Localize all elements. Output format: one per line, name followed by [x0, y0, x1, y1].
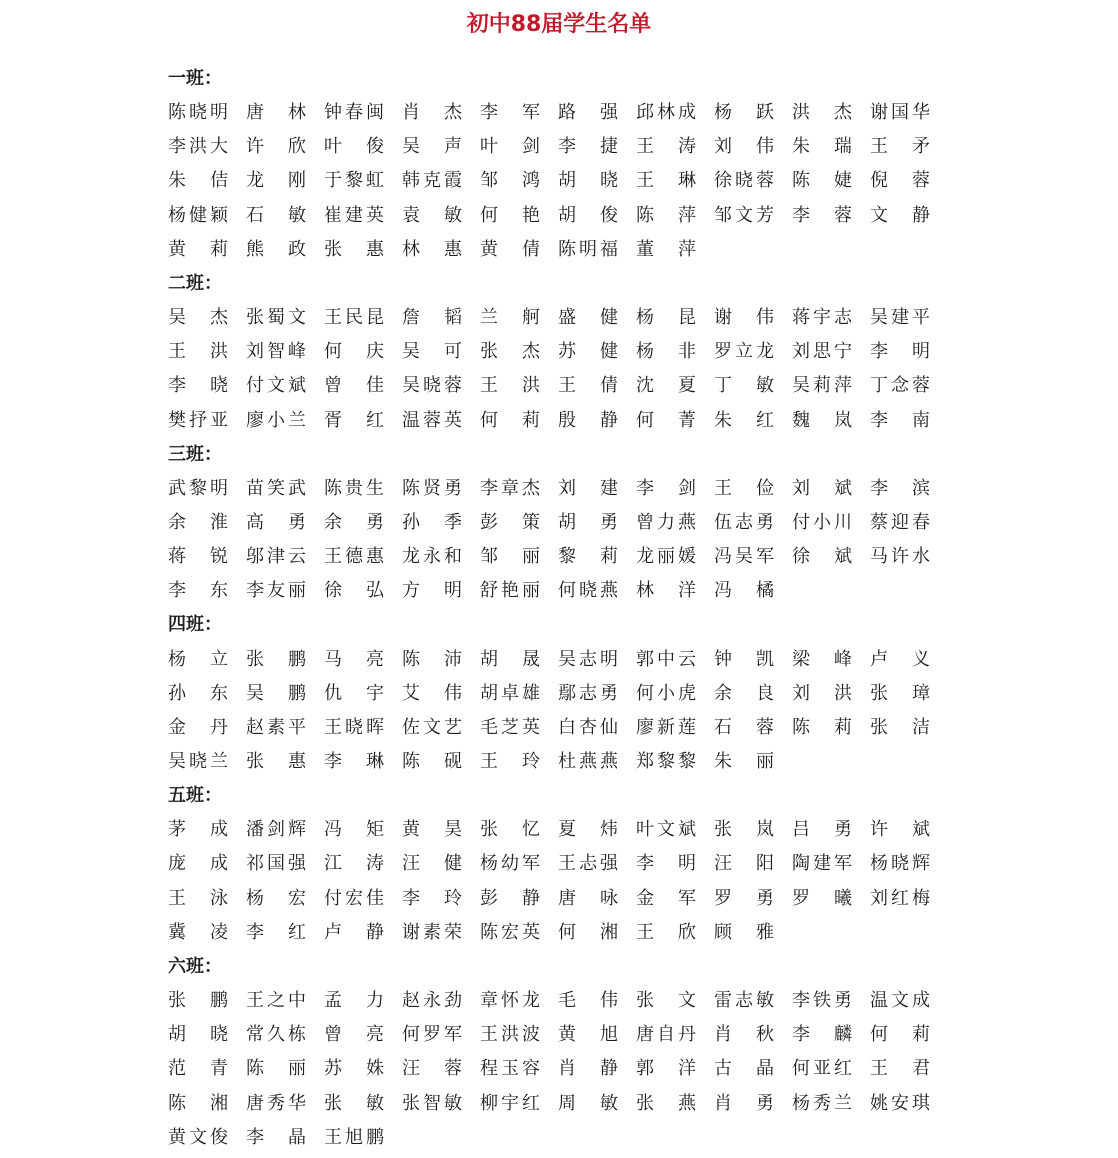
student-name: 许 斌 [870, 819, 930, 841]
student-name: 许 欣 [246, 136, 306, 158]
student-name: 吴 莉 萍 [792, 375, 852, 397]
class-heading: 三班： [168, 443, 222, 465]
student-name: 吴 声 [402, 136, 462, 158]
student-name: 孙 东 [168, 682, 228, 704]
student-name: 杨 宏 [246, 887, 306, 909]
student-name: 罗 立 龙 [714, 341, 774, 363]
student-name: 杜 燕 燕 [558, 751, 618, 773]
student-name: 杨 秀 兰 [792, 1092, 852, 1114]
student-name: 杨 非 [636, 341, 696, 363]
student-name: 赵 素 平 [246, 716, 306, 738]
class-heading: 一班： [168, 68, 222, 89]
student-name: 肖 秋 [714, 1024, 774, 1046]
student-name: 廖 小 兰 [246, 409, 306, 431]
student-name: 顾 雅 [714, 921, 774, 943]
name-row [168, 233, 948, 267]
student-name: 袁 敏 [402, 204, 462, 226]
student-name: 王 洪 [168, 341, 228, 363]
student-name: 盛 健 [558, 307, 618, 329]
student-name: 何 小 虎 [636, 682, 696, 704]
name-row [168, 711, 948, 745]
student-name: 苏 健 [558, 341, 618, 363]
student-name: 李 南 [870, 409, 930, 431]
student-name: 刘 斌 [792, 477, 852, 499]
class-section [168, 62, 948, 267]
student-name: 肖 静 [558, 1058, 618, 1080]
student-name: 丁 念 蓉 [870, 375, 930, 397]
student-name: 李 军 [480, 102, 540, 124]
student-name: 陈 明 福 [558, 238, 618, 260]
student-name: 鄢 志 勇 [558, 682, 618, 704]
class-section [168, 608, 948, 779]
student-name: 邹 丽 [480, 546, 540, 568]
student-name: 樊 抒 亚 [168, 409, 228, 431]
name-row [168, 130, 948, 164]
student-name: 唐 咏 [558, 887, 618, 909]
student-name: 马 亮 [324, 648, 384, 670]
student-name: 蒋 宇 志 [792, 307, 852, 329]
student-name: 李 晓 [168, 375, 228, 397]
student-name: 王 倩 [558, 375, 618, 397]
student-name: 陈 萍 [636, 204, 696, 226]
student-name: 叶 俊 [324, 136, 384, 158]
student-name: 李 晶 [246, 1126, 306, 1148]
student-name: 柳 宇 红 [480, 1092, 540, 1114]
name-row [168, 847, 948, 881]
student-name: 张 鹏 [168, 990, 228, 1012]
student-name: 洪 杰 [792, 102, 852, 124]
student-name: 何 罗 军 [402, 1024, 462, 1046]
class-heading: 六班： [168, 955, 222, 977]
student-name: 倪 蓉 [870, 170, 930, 192]
student-name: 吕 勇 [792, 819, 852, 841]
student-name: 谢 素 荣 [402, 921, 462, 943]
student-name: 谢 国 华 [870, 102, 930, 124]
student-name: 陈 晓 明 [168, 102, 228, 124]
student-name: 杨 晓 辉 [870, 853, 930, 875]
student-name: 肖 杰 [402, 102, 462, 124]
student-name: 余 淮 [168, 511, 228, 533]
student-name: 董 萍 [636, 238, 696, 260]
student-name: 王 洪 波 [480, 1024, 540, 1046]
student-name: 李 蓉 [792, 204, 852, 226]
student-name: 张 璋 [870, 682, 930, 704]
student-name: 仇 宇 [324, 682, 384, 704]
student-name: 张 惠 [324, 238, 384, 260]
student-name: 张 杰 [480, 341, 540, 363]
student-name: 舒 艳 丽 [480, 580, 540, 602]
student-name: 祁 国 强 [246, 853, 306, 875]
student-name: 高 勇 [246, 511, 306, 533]
student-name: 汪 阳 [714, 853, 774, 875]
student-name: 孙 季 [402, 511, 462, 533]
class-heading: 五班： [168, 785, 222, 807]
student-name: 胡 晓 [558, 170, 618, 192]
student-name: 胡 晓 [168, 1024, 228, 1046]
student-name: 朱 红 [714, 409, 774, 431]
student-name: 金 军 [636, 887, 696, 909]
student-name: 庞 成 [168, 853, 228, 875]
student-name: 方 明 [402, 580, 462, 602]
student-name: 刘 洪 [792, 682, 852, 704]
student-name: 金 丹 [168, 716, 228, 738]
student-name: 杨 昆 [636, 307, 696, 329]
student-name: 蒋 锐 [168, 546, 228, 568]
student-name: 李 红 [246, 921, 306, 943]
student-name: 潘 剑 辉 [246, 819, 306, 841]
student-name: 刘 伟 [714, 136, 774, 158]
student-name: 李 友 丽 [246, 580, 306, 602]
student-name: 张 文 [636, 990, 696, 1012]
student-name: 陶 建 军 [792, 853, 852, 875]
student-name: 黄 旭 [558, 1024, 618, 1046]
student-name: 陈 贵 生 [324, 477, 384, 499]
student-name: 陈 湘 [168, 1092, 228, 1114]
student-name: 郭 洋 [636, 1058, 696, 1080]
student-name: 龙 丽 媛 [636, 546, 696, 568]
student-name: 钟 春 闽 [324, 102, 384, 124]
student-name: 朱 佶 [168, 170, 228, 192]
student-name: 陈 沛 [402, 648, 462, 670]
student-name: 胥 红 [324, 409, 384, 431]
student-name: 吴 晓 兰 [168, 751, 228, 773]
student-name: 叶 剑 [480, 136, 540, 158]
student-name: 江 涛 [324, 853, 384, 875]
class-section [168, 267, 948, 438]
student-name: 王 俭 [714, 477, 774, 499]
student-name: 卢 义 [870, 648, 930, 670]
student-name: 冯 矩 [324, 819, 384, 841]
student-name: 吴 可 [402, 341, 462, 363]
student-name: 温 蓉 英 [402, 409, 462, 431]
student-name: 吴 晓 蓉 [402, 375, 462, 397]
student-name: 詹 韬 [402, 307, 462, 329]
student-name: 林 惠 [402, 238, 462, 260]
student-name: 王 玲 [480, 751, 540, 773]
student-name: 付 文 斌 [246, 375, 306, 397]
student-name: 李 剑 [636, 477, 696, 499]
name-row [168, 506, 948, 540]
student-name: 于 黎 虹 [324, 170, 384, 192]
student-name: 孟 力 [324, 990, 384, 1012]
student-name: 李 洪 大 [168, 136, 228, 158]
student-name: 李 捷 [558, 136, 618, 158]
student-name: 李 玲 [402, 887, 462, 909]
student-name: 唐 秀 华 [246, 1092, 306, 1114]
student-name: 武 黎 明 [168, 477, 228, 499]
name-row [168, 301, 948, 335]
student-name: 谢 伟 [714, 307, 774, 329]
name-row [168, 984, 948, 1018]
student-name: 周 敏 [558, 1092, 618, 1114]
name-row [168, 1121, 948, 1155]
student-name: 毛 芝 英 [480, 716, 540, 738]
class-heading: 四班： [168, 614, 222, 636]
student-name: 杨 健 颖 [168, 204, 228, 226]
student-name: 张 忆 [480, 819, 540, 841]
student-name: 王 忐 强 [558, 853, 618, 875]
student-name: 邬 津 云 [246, 546, 306, 568]
student-name: 卢 静 [324, 921, 384, 943]
student-name: 邹 鸿 [480, 170, 540, 192]
name-row [168, 96, 948, 130]
student-name: 王 洪 [480, 375, 540, 397]
student-name: 王 琳 [636, 170, 696, 192]
student-name: 何 艳 [480, 204, 540, 226]
student-name: 刘 思 宁 [792, 341, 852, 363]
student-name: 龙 刚 [246, 170, 306, 192]
student-name: 石 敏 [246, 204, 306, 226]
student-name: 路 强 [558, 102, 618, 124]
name-row [168, 813, 948, 847]
student-name: 冀 凌 [168, 921, 228, 943]
student-name: 刘 建 [558, 477, 618, 499]
student-name: 王 君 [870, 1058, 930, 1080]
student-name: 郑 黎 黎 [636, 751, 696, 773]
student-name: 毛 伟 [558, 990, 618, 1012]
name-row [168, 199, 948, 233]
student-name: 杨 跃 [714, 102, 774, 124]
name-row [168, 335, 948, 369]
student-name: 王 欣 [636, 921, 696, 943]
student-name: 吴 杰 [168, 307, 228, 329]
name-row [168, 540, 948, 574]
student-name: 黄 莉 [168, 238, 228, 260]
student-name: 苏 姝 [324, 1058, 384, 1080]
student-name: 李 铁 勇 [792, 990, 852, 1012]
student-name: 茅 成 [168, 819, 228, 841]
student-roster [168, 62, 948, 1155]
student-name: 古 晶 [714, 1058, 774, 1080]
student-name: 李 麟 [792, 1024, 852, 1046]
student-name: 张 蜀 文 [246, 307, 306, 329]
student-name: 马 许 水 [870, 546, 930, 568]
student-name: 丁 敏 [714, 375, 774, 397]
student-name: 兰 舸 [480, 307, 540, 329]
name-row [168, 404, 948, 438]
student-name: 曾 力 燕 [636, 511, 696, 533]
student-name: 张 燕 [636, 1092, 696, 1114]
student-name: 曾 佳 [324, 375, 384, 397]
student-name: 廖 新 莲 [636, 716, 696, 738]
student-name: 王 涛 [636, 136, 696, 158]
student-name: 佐 文 艺 [402, 716, 462, 738]
name-row [168, 882, 948, 916]
page-title: 初中88届学生名单 [466, 12, 652, 37]
name-row [168, 745, 948, 779]
student-name: 王 德 惠 [324, 546, 384, 568]
student-name: 陈 砚 [402, 751, 462, 773]
name-row [168, 1018, 948, 1052]
student-name: 章 怀 龙 [480, 990, 540, 1012]
student-name: 郭 中 云 [636, 648, 696, 670]
student-name: 唐 林 [246, 102, 306, 124]
student-name: 徐 斌 [792, 546, 852, 568]
student-name: 何 庆 [324, 341, 384, 363]
student-name: 石 蓉 [714, 716, 774, 738]
student-name: 胡 晟 [480, 648, 540, 670]
student-name: 王 矛 [870, 136, 930, 158]
student-name: 范 青 [168, 1058, 228, 1080]
student-name: 胡 俊 [558, 204, 618, 226]
student-name: 张 洁 [870, 716, 930, 738]
student-name: 钟 凯 [714, 648, 774, 670]
student-name: 彭 静 [480, 887, 540, 909]
student-name: 魏 岚 [792, 409, 852, 431]
class-section [168, 779, 948, 950]
student-name: 何 菁 [636, 409, 696, 431]
name-row [168, 369, 948, 403]
student-name: 吴 建 平 [870, 307, 930, 329]
student-name: 李 明 [636, 853, 696, 875]
student-name: 汪 蓉 [402, 1058, 462, 1080]
student-name: 龙 永 和 [402, 546, 462, 568]
student-name: 陈 丽 [246, 1058, 306, 1080]
student-name: 雷 志 敏 [714, 990, 774, 1012]
student-name: 朱 瑞 [792, 136, 852, 158]
student-name: 黄 昊 [402, 819, 462, 841]
student-name: 赵 永 劲 [402, 990, 462, 1012]
student-name: 何 莉 [870, 1024, 930, 1046]
name-row [168, 1087, 948, 1121]
student-name: 张 敏 [324, 1092, 384, 1114]
student-name: 李 明 [870, 341, 930, 363]
name-row [168, 164, 948, 198]
student-name: 何 莉 [480, 409, 540, 431]
student-name: 黎 莉 [558, 546, 618, 568]
student-name: 韩 克 霞 [402, 170, 462, 192]
student-name: 何 晓 燕 [558, 580, 618, 602]
student-name: 冯 橘 [714, 580, 774, 602]
student-name: 夏 炜 [558, 819, 618, 841]
student-name: 冯 吴 军 [714, 546, 774, 568]
student-name: 王 晓 晖 [324, 716, 384, 738]
student-name: 邹 文 芳 [714, 204, 774, 226]
student-name: 吴 鹏 [246, 682, 306, 704]
student-name: 苗 笑 武 [246, 477, 306, 499]
student-name: 张 鹏 [246, 648, 306, 670]
student-name: 王 民 昆 [324, 307, 384, 329]
student-name: 陈 莉 [792, 716, 852, 738]
student-name: 李 东 [168, 580, 228, 602]
student-name: 王 泳 [168, 887, 228, 909]
class-section [168, 438, 948, 609]
student-name: 汪 健 [402, 853, 462, 875]
student-name: 李 滨 [870, 477, 930, 499]
student-name: 白 杏 仙 [558, 716, 618, 738]
student-name: 胡 卓 雄 [480, 682, 540, 704]
student-name: 杨 立 [168, 648, 228, 670]
student-name: 杨 幼 军 [480, 853, 540, 875]
name-row [168, 1052, 948, 1086]
class-section [168, 950, 948, 1155]
student-name: 唐 自 丹 [636, 1024, 696, 1046]
student-name: 何 亚 红 [792, 1058, 852, 1080]
student-name: 陈 贤 勇 [402, 477, 462, 499]
student-name: 李 琳 [324, 751, 384, 773]
student-name: 蔡 迎 春 [870, 511, 930, 533]
student-name: 沈 夏 [636, 375, 696, 397]
name-row [168, 677, 948, 711]
student-name: 熊 政 [246, 238, 306, 260]
student-name: 黄 文 俊 [168, 1126, 228, 1148]
student-name: 陈 宏 英 [480, 921, 540, 943]
student-name: 邱 林 成 [636, 102, 696, 124]
student-name: 艾 伟 [402, 682, 462, 704]
student-name: 张 岚 [714, 819, 774, 841]
student-name: 叶 文 斌 [636, 819, 696, 841]
student-name: 罗 曦 [792, 887, 852, 909]
class-heading: 二班： [168, 272, 222, 294]
student-name: 张 智 敏 [402, 1092, 462, 1114]
student-name: 朱 丽 [714, 751, 774, 773]
student-name: 崔 建 英 [324, 204, 384, 226]
student-name: 付 小 川 [792, 511, 852, 533]
student-name: 李 章 杰 [480, 477, 540, 499]
student-name: 曾 亮 [324, 1024, 384, 1046]
student-name: 刘 智 峰 [246, 341, 306, 363]
student-name: 殷 静 [558, 409, 618, 431]
student-name: 温 文 成 [870, 990, 930, 1012]
student-name: 罗 勇 [714, 887, 774, 909]
student-name: 彭 策 [480, 511, 540, 533]
student-name: 程 玉 容 [480, 1058, 540, 1080]
student-name: 肖 勇 [714, 1092, 774, 1114]
student-name: 余 良 [714, 682, 774, 704]
student-name: 陈 婕 [792, 170, 852, 192]
student-name: 付 宏 佳 [324, 887, 384, 909]
student-name: 吴 志 明 [558, 648, 618, 670]
student-name: 何 湘 [558, 921, 618, 943]
student-name: 张 惠 [246, 751, 306, 773]
student-name: 林 洋 [636, 580, 696, 602]
student-name: 梁 峰 [792, 648, 852, 670]
student-name: 王 旭 鹏 [324, 1126, 384, 1148]
student-name: 姚 安 琪 [870, 1092, 930, 1114]
name-row [168, 574, 948, 608]
student-name: 刘 红 梅 [870, 887, 930, 909]
student-name: 黄 倩 [480, 238, 540, 260]
student-name: 胡 勇 [558, 511, 618, 533]
name-row [168, 472, 948, 506]
name-row [168, 642, 948, 676]
student-name: 王 之 中 [246, 990, 306, 1012]
name-row [168, 916, 948, 950]
student-name: 徐 弘 [324, 580, 384, 602]
student-name: 徐 晓 蓉 [714, 170, 774, 192]
student-name: 文 静 [870, 204, 930, 226]
student-name: 余 勇 [324, 511, 384, 533]
student-name: 常 久 栋 [246, 1024, 306, 1046]
student-name: 伍 志 勇 [714, 511, 774, 533]
